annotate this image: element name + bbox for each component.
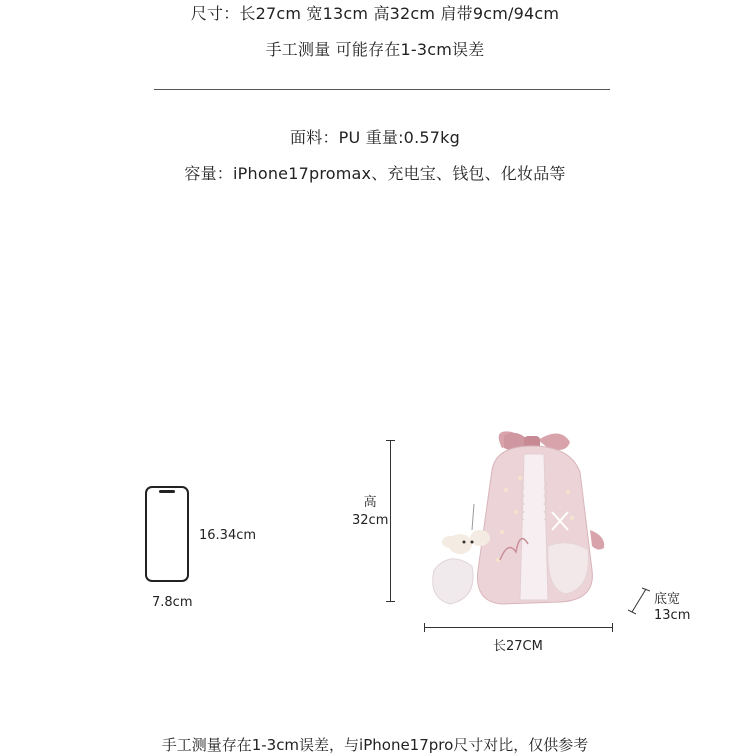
divider [154,89,610,90]
capacity-spec: 容量：iPhone17promax、充电宝、钱包、化妆品等 [184,164,566,183]
phone-height-label: 16.34cm [199,528,257,543]
phone-outline-icon [145,486,189,582]
measure-note: 手工测量 可能存在1-3cm误差 [265,40,485,59]
height-measure-line [390,440,391,602]
height-tick-top [386,440,395,441]
depth-title: 底宽 [654,592,681,607]
size-spec: 尺寸：长27cm 宽13cm 高32cm 肩带9cm/94cm [190,4,560,23]
length-tick-right [612,623,613,632]
phone-width-label: 7.8cm [152,595,193,610]
length-measure-line [424,627,613,628]
length-label: 长27CM [493,639,543,654]
length-tick-left [424,623,425,632]
phone-notch [159,490,175,493]
height-value: 32cm [352,513,389,528]
depth-measure-line [628,586,650,616]
height-label [352,494,388,530]
material-spec: 面料：PU 重量:0.57kg [290,128,460,147]
backpack-image [420,420,620,610]
height-tick-bottom [386,601,395,602]
depth-label [654,592,690,624]
depth-value: 13cm [654,608,691,623]
comparison-note: 手工测量存在1-3cm误差，与iPhone17pro尺寸对比，仅供参考 [161,736,589,754]
height-title: 高 [363,495,377,510]
